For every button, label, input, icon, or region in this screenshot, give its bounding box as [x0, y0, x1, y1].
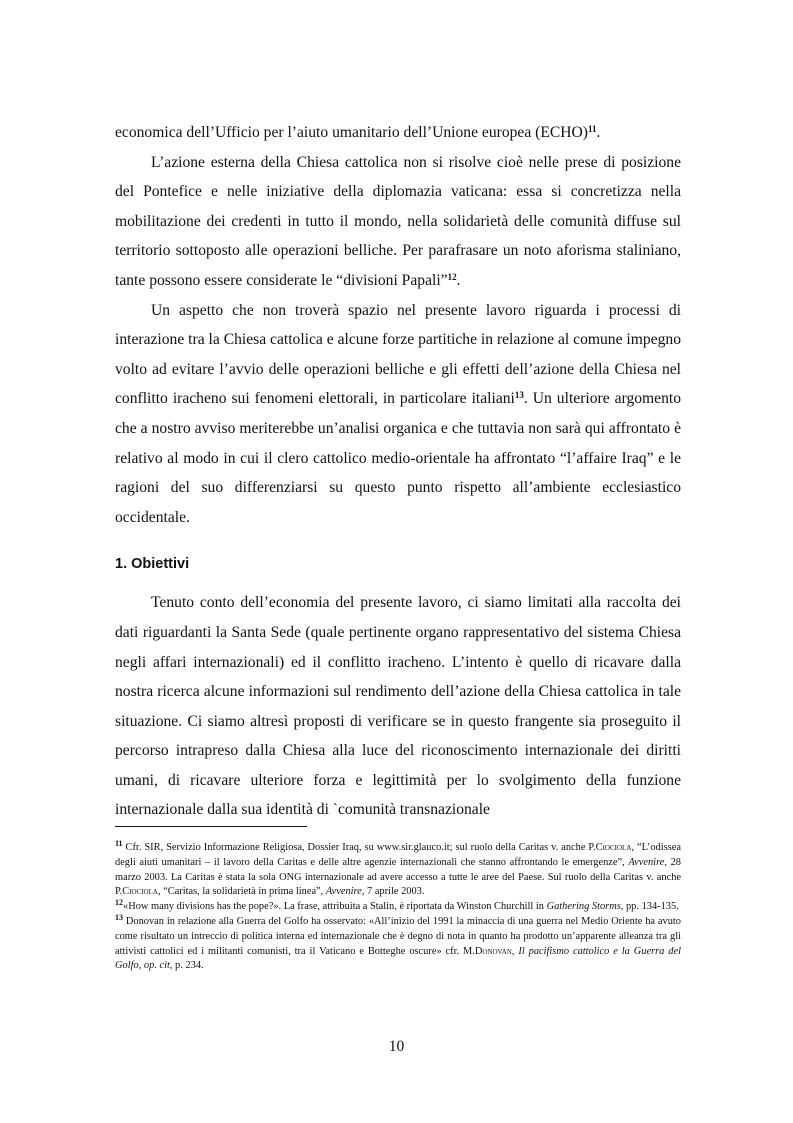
- paragraph-1: economica dell’Ufficio per l’aiuto umanitario dell’Unione europea (ECHO)$^{11}$.: [115, 124, 601, 141]
- footnote-ref-11: 11: [587, 124, 597, 134]
- footnote-ref-13: 13: [514, 390, 524, 401]
- section-heading: 1. Obiettivi: [115, 556, 190, 573]
- footnote-11: $^{11}$ Cfr. SIR, Servizio Informazione Religiosa, Dossier Iraq, su www.sir.glauco.it; sul ruolo della Caritas v. anche P.Ciociola, “L’odissea degli aiuti umanitari – il lavoro della Caritas e delle altre agenzie internazionali che stanno affrontando le emergenze”, Avvenire, 28 marzo 2003. La Caritas è stata la sola ONG internazionale ad avere accesso a tutte le aree del Paese. Sul ruolo della Caritas v. anche P.Ciociola, “Caritas, la solidarietà in prima linea”, Avvenire, 7 aprile 2003.: [115, 839, 682, 898]
- footnote-ref-12: 12: [447, 271, 457, 282]
- paragraph-2: L’azione esterna della Chiesa cattolica non si risolve cioè nelle prese di posizione del Pontefice e nelle iniziative della diplomazia vaticana: essa si concretizza nella mobilitazione dei credenti in tutto il mondo, nella solidarietà delle comunità diffuse sul territorio sottoposto alle operazioni belliche. Per parafrasare un noto aforisma staliniano, tante possono essere considerate le “divisioni Papali”$^{12}$.: [115, 153, 681, 289]
- page-number: 10: [388, 1038, 405, 1055]
- footnote-12: $^{12}$«How many divisions has the pope?». La frase, attribuita a Stalin, è riportata da Winston Churchill in Gathering Storms, pp. 134-135.: [115, 898, 679, 913]
- paragraph-3: Un aspetto che non troverà spazio nel presente lavoro riguarda i processi di interazione tra la Chiesa cattolica e alcune forze partitiche in relazione al comune impegno volto ad evitare l’avvio delle operazioni belliche e gli effetti dell’azione della Chiesa nel conflitto iracheno sui fenomeni elettorali, in particolare italiani$^{13}$. Un ulteriore argomento che a nostro avviso meriterebbe un’analisi organica e che tuttavia non sarà qui affrontato è relativo al modo in cui il clero cattolico medio-orientale ha affrontato “l’affaire Iraq” e le ragioni del suo differenziarsi su questo punto rispetto all’ambiente ecclesiastico occidentale.: [115, 301, 682, 526]
- footnote-13: $^{13}$ Donovan in relazione alla Guerra del Golfo ha osservato: «All’inizio del 1991 la minaccia di una guerra nel Medio Oriente ha avuto come risultato un intreccio di politica interna ed internazionale che è degno di nota in quanto ha prodotto un’apparente alleanza tra gli attivisti cattolici ed i militanti comunisti, tra il Vaticano e Botteghe oscure» cfr. M.Donovan, Il pacifismo cattolico e la Guerra del Golfo, op. cit, p. 234.: [115, 912, 682, 972]
- footnotes: [115, 841, 681, 974]
- paragraph-4: Tenuto conto dell’economia del presente lavoro, ci siamo limitati alla raccolta dei dati riguardanti la Santa Sede (quale pertinente organo rappresentativo del sistema Chiesa negli affari internazionali) ed il conflitto iracheno. L’intento è quello di ricavare dalla nostra ricerca alcune informazioni sul rendimento dell’azione della Chiesa cattolica in tale situazione. Ci siamo altresì proposti di verificare se in questo frangente sia proseguito il percorso intrapreso dalla Chiesa alla luce del riconoscimento internazionale dei diritti umani, di ricavare ulteriore forza e legittimità per lo svolgimento della funzione internazionale dalla sua identità di `comunità transnazionale: [115, 594, 681, 819]
- main-text: [115, 118, 681, 825]
- footnote-separator: [115, 826, 307, 827]
